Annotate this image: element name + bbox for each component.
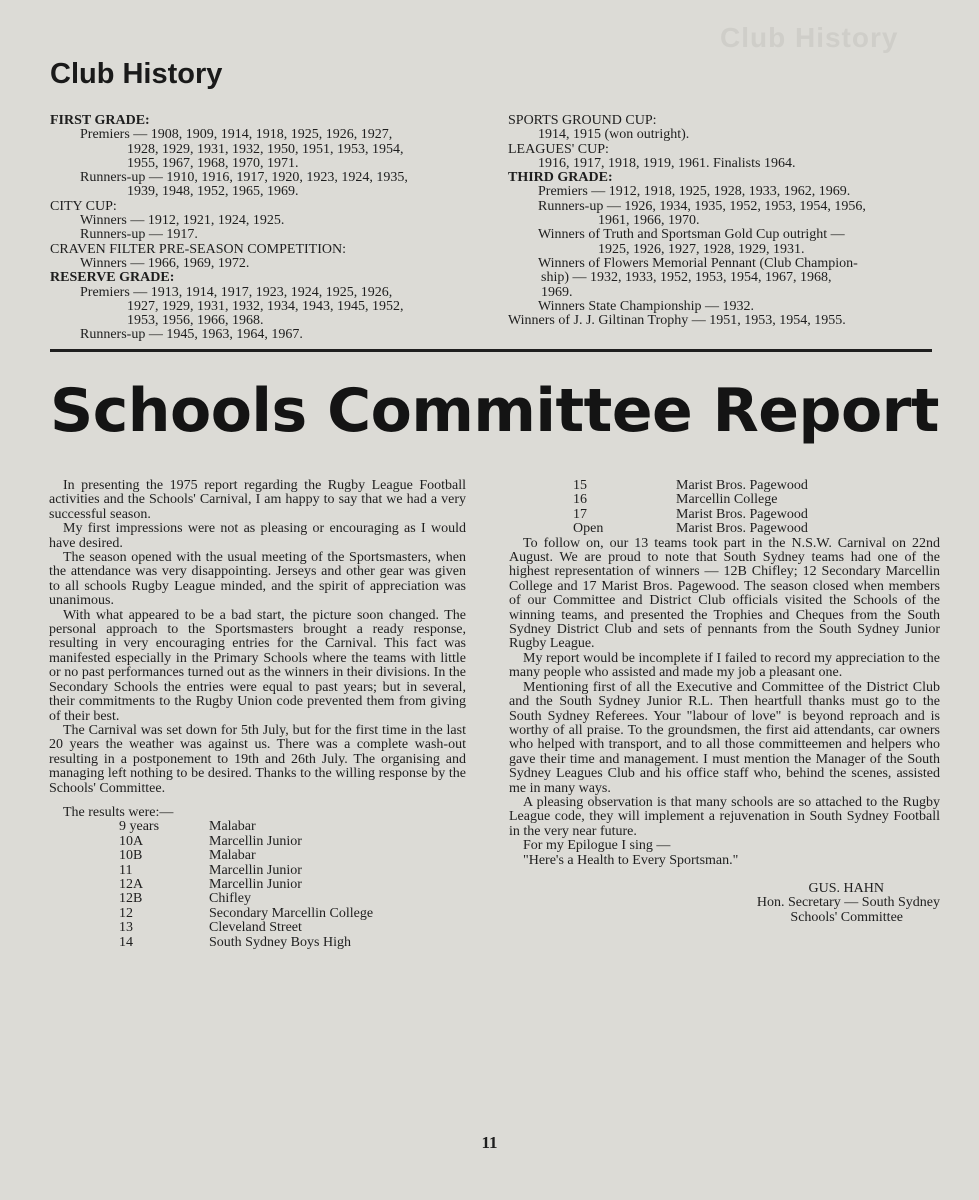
result-winner: South Sydney Boys High [209,934,351,950]
result-category: 12 [119,905,133,921]
report-paragraph: With what appeared to be a bad start, the picture soon changed. The personal approach to the Sportsmasters brought a ready response, resulting in very encouraging entries for the Carnival. This fact was manifested especially in the Primary Schools where the teams with little or no past performances turned out as the winners in their divisions. In the Secondary Schools the entries were equal to past years; but in several, their commitments to the Rugby Union code prevented them from giving of their best. [49,607,466,724]
results-table-left [49,820,373,950]
report-paragraph: Mentioning first of all the Executive and Committee of the District Club and the South Sydney Junior R.L. Then heartfull thanks must go to the South Sydney Referees. Your "labour of love" is beyond reproach and is worthy of all praise. To the groundsmen, the first aid attendants, car owners who helped with transport, and to all those committeemen and helpers who gave their time and management. I must mention the Manager of the South Sydney Leagues Club and his office staff who, behind the scenes, assisted me in many ways. [509,679,940,796]
history-line: CRAVEN FILTER PRE-SEASON COMPETITION: [50,241,346,257]
history-line: Runners-up — 1945, 1963, 1964, 1967. [80,327,303,343]
result-row [509,493,808,507]
history-line: ship) — 1932, 1933, 1952, 1953, 1954, 1967, 1968, [541,270,832,286]
results-intro: The results were:— [63,804,174,820]
result-row [49,864,373,878]
history-line: 1925, 1926, 1927, 1928, 1929, 1931. [598,241,805,257]
history-line: 1969. [541,284,573,300]
result-row [49,936,373,950]
history-line: FIRST GRADE: [50,113,150,128]
history-line: 1927, 1929, 1931, 1932, 1934, 1943, 1945, 1952, [127,298,404,314]
history-line: SPORTS GROUND CUP: [508,113,657,128]
result-winner: Marist Bros. Pagewood [676,478,808,493]
result-category: 15 [573,478,587,493]
report-paragraph: A pleasing observation is that many schools are so attached to the Rugby League code, they will implement a rejuvenation in South Sydney Football in the very near future. [509,794,940,839]
result-category: Open [573,521,604,537]
result-row [49,835,373,849]
history-line: Winners State Championship — 1932. [538,298,755,314]
history-line: RESERVE GRADE: [50,270,175,286]
result-winner: Chifley [209,891,251,907]
result-winner: Marist Bros. Pagewood [676,506,808,522]
history-line: Winners of Flowers Memorial Pennant (Club Champion- [538,255,858,271]
signature-block [509,882,940,925]
page-number: 11 [481,1133,498,1152]
report-paragraph: The season opened with the usual meeting of the Sportsmasters, when the attendance was very disappointing. Jerseys and other gear was given to all schools Rugby League minded, and the spirit of appreciation was unanimous. [49,550,466,609]
report-left-paragraphs [49,479,466,796]
report-paragraph: My report would be incomplete if I failed to record my appreciation to the many people who assisted and made my job a pleasant one. [509,650,940,681]
result-winner: Marcellin Junior [209,833,302,849]
result-winner: Marist Bros. Pagewood [676,521,808,537]
result-row [49,892,373,906]
history-line: LEAGUES' CUP: [508,141,609,157]
result-category: 10A [119,833,144,849]
result-category: 9 years [119,819,160,835]
result-category: 11 [119,862,133,878]
history-line: Winners — 1966, 1969, 1972. [80,255,250,271]
report-paragraph: The Carnival was set down for 5th July, but for the first time in the last 20 years the weather was against us. There was a complete wash-out resulting in a postponement to 19th and 26th July. The organising and managing left nothing to be desired. Thanks to the willing response by the Schools' Committee. [49,722,466,796]
result-row [49,878,373,892]
report-title: Schools Committee Report [50,376,939,446]
section-divider [50,349,932,352]
results-table-right [509,479,808,537]
history-line: 1914, 1915 (won outright). [538,127,690,143]
result-row [49,820,373,834]
result-category: 10B [119,848,143,864]
report-paragraph: For my Epilogue I sing — [523,838,671,854]
history-line: Premiers — 1912, 1918, 1925, 1928, 1933, 1962, 1969. [538,184,851,200]
report-paragraph: My first impressions were not as pleasing or encouraging as I would have desired. [49,521,466,551]
result-winner: Malabar [209,848,256,864]
result-winner: Marcellin Junior [209,876,302,892]
result-row [509,508,808,522]
history-line: Winners of Truth and Sportsman Gold Cup outright — [538,227,845,243]
result-row [49,849,373,863]
result-category: 16 [573,492,587,508]
result-row [49,921,373,935]
history-line: 1916, 1917, 1918, 1919, 1961. Finalists 1964. [538,155,796,171]
result-winner: Marcellin Junior [209,862,302,878]
history-line: Runners-up — 1926, 1934, 1935, 1952, 1953, 1954, 1956, [538,198,866,214]
result-category: 17 [573,506,587,522]
result-winner: Secondary Marcellin College [209,905,374,921]
history-line: THIRD GRADE: [508,170,613,186]
result-row [509,479,808,493]
history-line: CITY CUP: [50,198,117,214]
history-line: 1955, 1967, 1968, 1970, 1971. [127,155,299,171]
history-line: 1953, 1956, 1966, 1968. [127,313,264,329]
report-left-column [49,479,466,950]
result-winner: Malabar [209,819,256,835]
result-row [49,907,373,921]
signature-role: Hon. Secretary — South Sydney [756,895,940,911]
history-line: 1928, 1929, 1931, 1932, 1950, 1951, 1953, 1954, [127,141,404,157]
report-right-column [509,479,940,925]
history-line: Winners — 1912, 1921, 1924, 1925. [80,213,285,229]
result-winner: Cleveland Street [209,920,302,936]
quote-line: "Here's a Health to Every Sportsman." [523,852,739,868]
history-line: 1961, 1966, 1970. [598,213,700,229]
signature-committee: Schools' Committee [790,909,903,925]
bleed-through-text: Club History [720,22,899,53]
signature-name: GUS. HAHN [808,880,884,896]
history-line: Premiers — 1913, 1914, 1917, 1923, 1924, 1925, 1926, [80,284,393,300]
history-line: Runners-up — 1910, 1916, 1917, 1920, 1923, 1924, 1935, [80,170,408,186]
result-category: 13 [119,920,133,936]
result-winner: Marcellin College [676,492,778,508]
result-category: 12B [119,891,143,907]
history-line: Runners-up — 1917. [80,227,198,243]
history-line: Premiers — 1908, 1909, 1914, 1918, 1925, 1926, 1927, [80,127,393,143]
report-paragraph: To follow on, our 13 teams took part in the N.S.W. Carnival on 22nd August. We are proud to note that South Sydney teams had one of the highest representation of winners — 12B Chifley; 12 Secondary Marcellin College and 17 Marist Bros. Pagewood. The season closed when members of our Committee and District Club officials visited the Schools of the winning teams, and presented the Trophies and Cheques from the South Sydney District Club and sets of pennants from the South Sydney Junior Rugby League. [509,535,940,652]
history-line: 1939, 1948, 1952, 1965, 1969. [127,184,299,200]
result-row [509,522,808,536]
result-category: 12A [119,876,144,892]
club-history-left-column [50,114,470,343]
club-history-title: Club History [50,58,223,90]
history-line: Winners of J. J. Giltinan Trophy — 1951, 1953, 1954, 1955. [508,313,846,329]
result-category: 14 [119,934,133,950]
club-history-right-column [508,114,938,328]
report-right-paragraphs [509,537,940,854]
report-paragraph: In presenting the 1975 report regarding the Rugby League Football activities and the Schools' Carnival, I am happy to say that we had a very successful season. [49,478,466,522]
